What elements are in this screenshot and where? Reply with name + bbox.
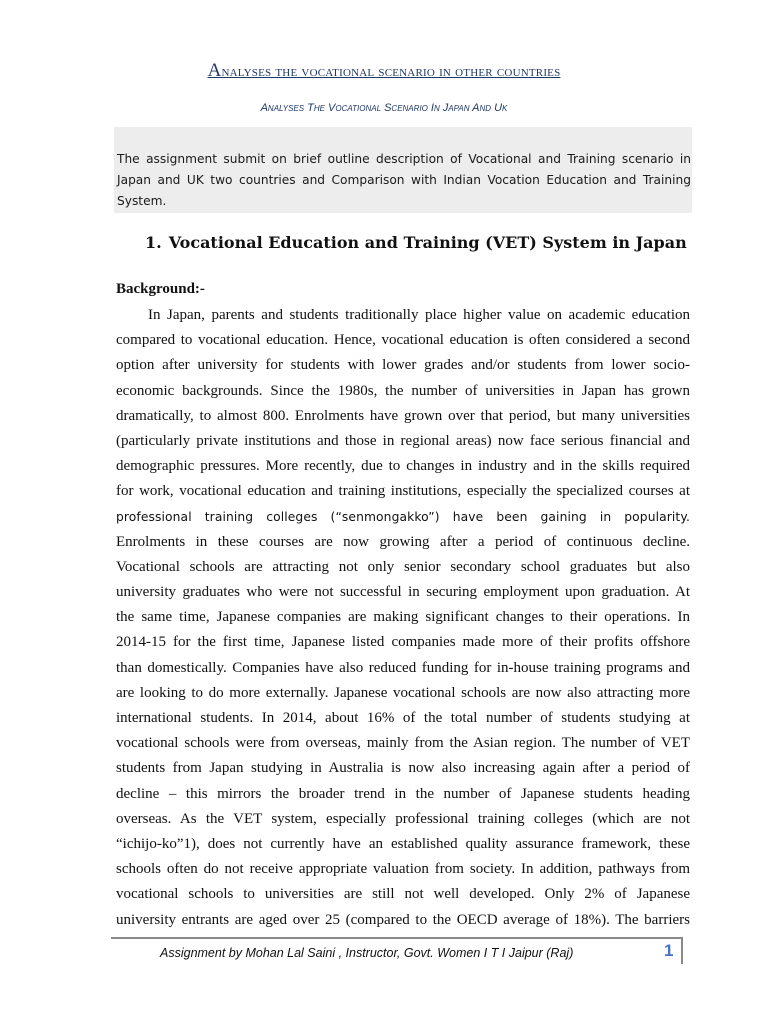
paragraph-line: university entrants are aged over 25 (compared to the OECD average of 18%). The barriers	[116, 911, 690, 928]
body-paragraph	[116, 303, 690, 933]
paragraph-line: In Japan, parents and students traditionally place higher value on academic education	[148, 307, 690, 323]
abstract-box	[114, 127, 692, 213]
footer-divider	[111, 937, 683, 939]
paragraph-line: university graduates who were not successful in securing employment upon graduation. At	[116, 584, 690, 601]
title-rest: nalyses the vocational scenario in other countries	[221, 63, 561, 80]
paragraph-line: (particularly private institutions and those in regional areas) now face serious financial and	[116, 432, 690, 449]
paragraph-line: the same time, Japanese companies are making significant changes to their operations. In	[116, 609, 690, 626]
section-title: Vocational Education and Training (VET) System in Japan	[168, 233, 687, 252]
paragraph-line: “ichijo-ko”1), does not currently have an established quality assurance framework, these	[116, 835, 690, 852]
background-label: Background:-	[116, 281, 205, 297]
paragraph-line: demographic pressures. More recently, due to changes in industry and in the skills required	[116, 458, 690, 475]
paragraph-line: 2014-15 for the first time, Japanese listed companies made more of their profits offshore	[116, 634, 690, 651]
section-heading	[145, 233, 705, 252]
document-subtitle: Analyses The Vocational Scenario In Japan And Uk	[260, 102, 508, 114]
footer-vertical-divider	[681, 939, 683, 964]
paragraph-line: vocational schools were from overseas, mainly from the Asian region. The number of VET	[116, 735, 690, 752]
section-number: 1.	[145, 233, 162, 252]
paragraph-line: Vocational schools are attracting not only senior secondary school graduates but also	[116, 558, 690, 575]
paragraph-line: Enrolments in these courses are now growing after a period of continuous decline.	[116, 533, 690, 550]
footer-credit: Assignment by Mohan Lal Saini , Instructor, Govt. Women I T I Jaipur (Raj)	[160, 946, 574, 960]
paragraph-line: economic backgrounds. Since the 1980s, the number of universities in Japan has grown	[116, 382, 690, 399]
title-initial: A	[207, 60, 222, 81]
paragraph-line: professional training colleges (“senmongakko”) have been gaining in popularity.	[116, 509, 690, 524]
paragraph-line: are looking to do more externally. Japanese vocational schools are now also attracting more	[116, 684, 690, 701]
document-title	[0, 60, 768, 82]
page-number: 1	[664, 941, 674, 960]
paragraph-line: than domestically. Companies have also reduced funding for in-house training programs and	[116, 659, 690, 676]
paragraph-line: for work, vocational education and training institutions, especially the specialized courses at	[116, 483, 690, 500]
paragraph-line: schools often do not receive appropriate valuation from society. In addition, pathways from	[116, 861, 690, 878]
paragraph-line: option after university for students with lower grades and/or students from lower socio-	[116, 357, 690, 374]
paragraph-line: dramatically, to almost 800. Enrolments have grown over that period, but many universities	[116, 407, 690, 424]
paragraph-line: international students. In 2014, about 16% of the total number of students studying at	[116, 710, 690, 726]
paragraph-line: vocational schools to universities are still not well developed. Only 2% of Japanese	[116, 886, 690, 903]
abstract-text: The assignment submit on brief outline description of Vocational and Training scenario in Japan and UK two countries and Comparison with Indian Vocation Education and Training System.	[117, 152, 691, 208]
paragraph-line: students from Japan studying in Australia is now also increasing again after a period of	[116, 760, 690, 777]
paragraph-line: compared to vocational education. Hence, vocational education is often considered a second	[116, 332, 690, 349]
paragraph-line: decline – this mirrors the broader trend in the number of Japanese students heading	[116, 785, 690, 802]
paragraph-line: overseas. As the VET system, especially professional training colleges (which are not	[116, 810, 690, 827]
